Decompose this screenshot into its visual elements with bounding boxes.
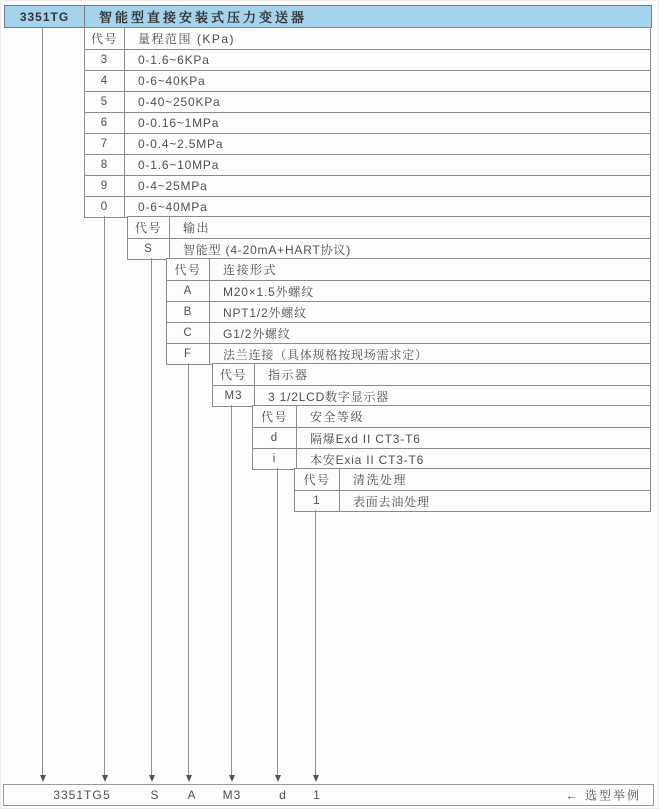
table-header-row: [167, 259, 650, 280]
desc-cell: 法兰连接（具体规格按现场需求定）: [223, 347, 428, 362]
down-arrow-icon: [40, 775, 46, 782]
table-row: [85, 112, 650, 133]
down-arrow-icon: [102, 775, 108, 782]
example-part-3: S: [150, 788, 160, 802]
table-row: [85, 196, 650, 217]
table-row: [253, 427, 650, 448]
desc-cell: 0-40~250KPa: [138, 95, 221, 109]
connector-line-2: [104, 216, 105, 777]
table-header-row: [213, 364, 650, 385]
desc-cell: 0-1.6~6KPa: [138, 53, 210, 67]
desc-cell: 0-1.6~10MPa: [138, 158, 220, 172]
down-arrow-icon: [313, 775, 319, 782]
code-cell: B: [167, 302, 210, 322]
selection-table-5: [252, 405, 651, 470]
table-row: [85, 154, 650, 175]
code-cell: 3: [85, 50, 125, 70]
desc-cell: 本安Exia II CT3-T6: [310, 452, 425, 467]
desc-cell: 0-0.16~1MPa: [138, 116, 220, 130]
desc-cell: 0-0.4~2.5MPa: [138, 137, 224, 151]
connector-line-6: [277, 468, 278, 777]
code-cell: 9: [85, 176, 125, 196]
code-cell: 0: [85, 197, 125, 217]
selection-table-6: [294, 468, 651, 512]
desc-cell: M20×1.5外螺纹: [223, 284, 315, 299]
desc-cell: 0-6~40KPa: [138, 74, 206, 88]
code-header-cell: 代号: [128, 217, 170, 238]
desc-cell: 0-4~25MPa: [138, 179, 208, 193]
code-header-cell: 代号: [85, 28, 125, 49]
table-row: [128, 238, 650, 259]
down-arrow-icon: [275, 775, 281, 782]
example-part-1: 3351TG: [53, 788, 103, 802]
table-header-row: [253, 406, 650, 427]
table-row: [85, 49, 650, 70]
table-row: [253, 448, 650, 469]
model-code: 3351TG: [5, 6, 85, 27]
code-cell: 5: [85, 92, 125, 112]
table-row: [167, 343, 650, 364]
table-row: [213, 385, 650, 406]
desc-cell: 表面去油处理: [353, 494, 430, 509]
category-header-cell: 安全等级: [310, 410, 365, 424]
table-header-row: [295, 469, 650, 490]
code-cell: 7: [85, 134, 125, 154]
product-title: 智能型直接安装式压力变送器: [99, 10, 308, 25]
table-header-row: [128, 217, 650, 238]
code-cell: 4: [85, 71, 125, 91]
code-header-cell: 代号: [295, 469, 340, 490]
code-cell: 6: [85, 113, 125, 133]
table-row: [85, 70, 650, 91]
connector-line-3: [151, 258, 152, 777]
connector-line-7: [315, 510, 316, 777]
code-cell: F: [167, 344, 210, 364]
table-row: [167, 322, 650, 343]
down-arrow-icon: [229, 775, 235, 782]
category-header-cell: 量程范围 (KPa): [138, 32, 236, 46]
example-box: [3, 784, 654, 806]
desc-cell: 智能型 (4-20mA+HART协议): [183, 242, 352, 257]
header-bar: [4, 5, 652, 28]
code-cell: M3: [213, 386, 255, 406]
table-row: [85, 175, 650, 196]
table-header-row: [85, 28, 650, 49]
desc-cell: G1/2外螺纹: [223, 326, 291, 341]
desc-cell: 隔爆Exd II CT3-T6: [310, 431, 421, 446]
category-header-cell: 指示器: [268, 368, 309, 382]
table-row: [295, 490, 650, 511]
selection-table-2: [127, 216, 651, 260]
code-header-cell: 代号: [253, 406, 297, 427]
code-cell: S: [128, 239, 170, 259]
connector-line-5: [231, 405, 232, 777]
desc-cell: NPT1/2外螺纹: [223, 305, 307, 320]
selection-table-4: [212, 363, 651, 407]
example-part-6: d: [279, 788, 287, 802]
code-header-cell: 代号: [213, 364, 255, 385]
example-part-7: 1: [313, 788, 321, 802]
code-cell: d: [253, 428, 297, 448]
code-cell: 1: [295, 491, 340, 511]
category-header-cell: 输出: [183, 221, 211, 235]
category-header-cell: 连接形式: [223, 263, 278, 277]
selection-table-1: [84, 27, 651, 218]
desc-cell: 0-6~40MPa: [138, 200, 208, 214]
code-cell: i: [253, 449, 297, 469]
table-row: [85, 133, 650, 154]
example-note: ← 选型举例: [565, 788, 641, 803]
code-cell: A: [167, 281, 210, 301]
table-row: [167, 301, 650, 322]
down-arrow-icon: [149, 775, 155, 782]
connector-line-4: [188, 363, 189, 777]
table-row: [85, 91, 650, 112]
example-part-5: M3: [222, 788, 242, 802]
code-cell: 8: [85, 155, 125, 175]
down-arrow-icon: [186, 775, 192, 782]
desc-cell: 3 1/2LCD数字显示器: [268, 389, 390, 404]
table-row: [167, 280, 650, 301]
example-part-2: 5: [103, 788, 111, 802]
code-cell: C: [167, 323, 210, 343]
code-header-cell: 代号: [167, 259, 210, 280]
example-part-4: A: [187, 788, 197, 802]
selection-table-3: [166, 258, 651, 365]
connector-line-1: [42, 27, 43, 777]
category-header-cell: 清洗处理: [353, 473, 408, 487]
